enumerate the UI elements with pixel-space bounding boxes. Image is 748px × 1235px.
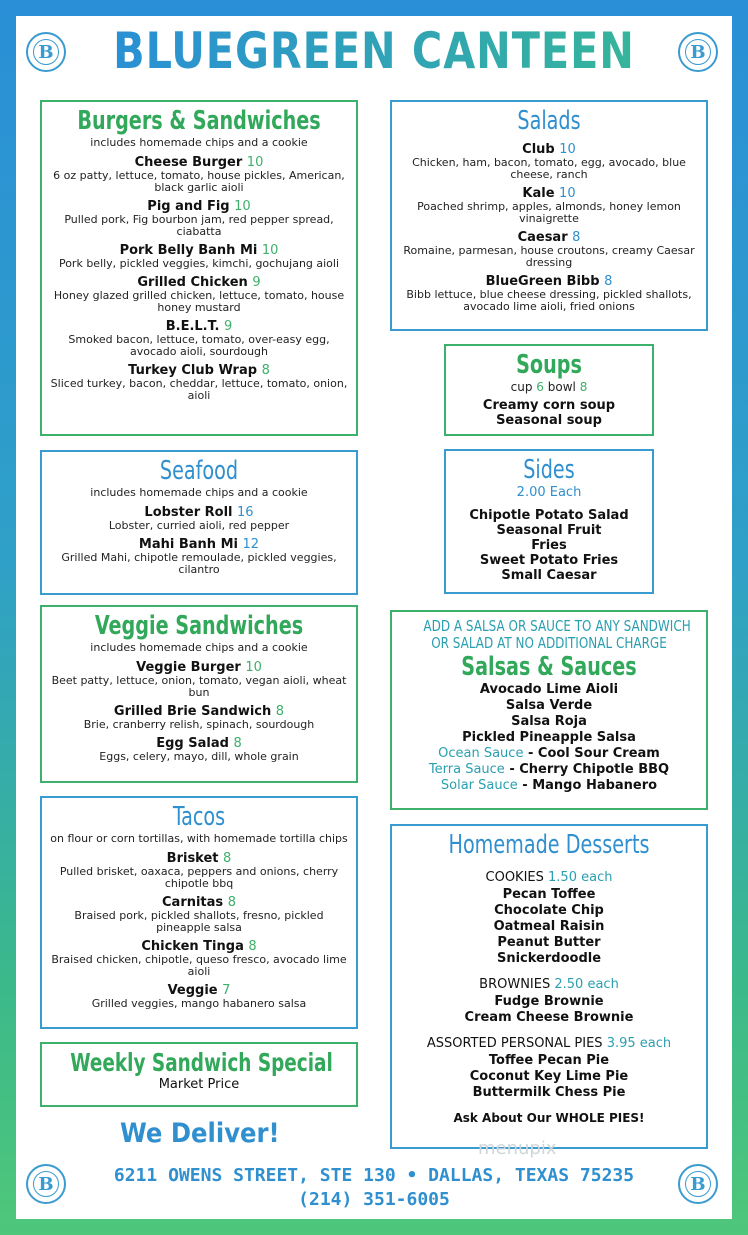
whole-pies-note: Ask About Our WHOLE PIES! — [453, 1111, 645, 1125]
item-price: 10 — [559, 142, 576, 157]
item-desc: Lobster, curried aioli, red pepper — [108, 519, 290, 532]
side-item: Sweet Potato Fries — [479, 553, 619, 568]
promo-line: ADD A SALSA OR SAUCE TO ANY SANDWICH — [423, 617, 691, 635]
salsas-section — [390, 610, 708, 810]
item-name: Kale — [522, 186, 555, 201]
deliver-text: We Deliver! — [120, 1118, 280, 1149]
section-note: includes homemade chips and a cookie — [90, 486, 308, 499]
group-label: ASSORTED PERSONAL PIES — [426, 1036, 603, 1051]
menu-item — [42, 275, 356, 314]
item-price: 12 — [242, 537, 260, 552]
menu-item — [392, 230, 706, 269]
logo-icon: B — [678, 32, 718, 72]
item-name: Lobster Roll — [144, 505, 233, 520]
desserts-section — [390, 824, 708, 1149]
section-heading: Salads — [517, 106, 581, 136]
item-desc: Bibb lettuce, blue cheese dressing, pickled shallots, avocado lime aioli, fried onions — [406, 288, 692, 313]
item-desc: Sliced turkey, bacon, cheddar, lettuce, tomato, onion, aioli — [50, 377, 348, 402]
sides-section — [444, 449, 654, 594]
item-name: Turkey Club Wrap — [128, 363, 258, 378]
item-price: 8 — [604, 274, 613, 289]
logo-icon: B — [26, 32, 66, 72]
side-item: Small Caesar — [501, 568, 597, 583]
burgers-section — [40, 100, 358, 436]
item-price: 8 — [223, 851, 232, 866]
dessert-item: Oatmeal Raisin — [493, 919, 605, 934]
dessert-group-title — [392, 977, 706, 992]
menu-item — [42, 199, 356, 238]
menu-item — [42, 939, 356, 978]
sauce-item: Salsa Verde — [505, 698, 593, 713]
group-label: COOKIES — [485, 870, 544, 885]
dessert-group-title — [392, 1036, 706, 1051]
side-item: Seasonal Fruit — [496, 523, 602, 538]
group-price: 2.50 each — [554, 977, 619, 992]
promo-line: OR SALAD AT NO ADDITIONAL CHARGE — [431, 634, 667, 652]
item-name: Veggie — [167, 983, 218, 998]
item-price: 10 — [234, 199, 251, 214]
dessert-item: Buttermilk Chess Pie — [472, 1085, 626, 1100]
item-price: 10 — [245, 660, 262, 675]
side-item: Fries — [531, 538, 567, 553]
section-heading: Homemade Desserts — [448, 830, 650, 860]
menu-item — [42, 895, 356, 934]
item-desc: Braised pork, pickled shallots, fresno, pickled pineapple salsa — [74, 909, 324, 934]
sauce-item: Salsa Roja — [511, 714, 587, 729]
item-price: 10 — [246, 155, 264, 170]
item-desc: Eggs, celery, mayo, dill, whole grain — [99, 750, 299, 763]
group-label: BROWNIES — [479, 977, 551, 992]
menu-item — [42, 505, 356, 532]
menu-item — [42, 243, 356, 270]
sauce-name: Terra Sauce — [428, 762, 505, 777]
weekly-special-section — [40, 1042, 358, 1107]
item-desc: Romaine, parmesan, house croutons, creamy Caesar dressing — [403, 244, 695, 269]
item-desc: Poached shrimp, apples, almonds, honey lemon vinaigrette — [417, 200, 681, 225]
menu-item — [42, 736, 356, 763]
dessert-item: Cream Cheese Brownie — [464, 1010, 634, 1025]
item-desc: Pulled brisket, oaxaca, peppers and onions, cherry chipotle bbq — [59, 865, 339, 890]
menu-item — [42, 537, 356, 576]
phone-number[interactable]: (214) 351-6005 — [298, 1189, 450, 1210]
page-title: BLUEGREEN CANTEEN — [104, 22, 645, 80]
group-price: 1.50 each — [548, 870, 613, 885]
item-price: 10 — [261, 243, 279, 258]
item-desc: 6 oz patty, lettuce, tomato, house pickles, American, black garlic aioli — [53, 169, 345, 194]
item-desc: Chicken, ham, bacon, tomato, egg, avocado, blue cheese, ranch — [412, 156, 686, 181]
item-name: Egg Salad — [156, 736, 229, 751]
soup-prices — [446, 380, 652, 394]
soups-section — [444, 344, 654, 436]
item-desc: Grilled Mahi, chipotle remoulade, pickled veggies, cilantro — [61, 551, 337, 576]
section-heading: Veggie Sandwiches — [94, 611, 304, 641]
section-heading: Sides — [523, 455, 575, 485]
dessert-item: Chocolate Chip — [494, 903, 604, 918]
salads-section — [390, 100, 708, 331]
item-name: Pig and Fig — [147, 199, 230, 214]
item-name: Grilled Chicken — [137, 275, 248, 290]
dessert-item: Pecan Toffee — [502, 887, 596, 902]
item-price: 8 — [572, 230, 581, 245]
soup-item: Seasonal soup — [496, 413, 602, 428]
sauce-name: Ocean Sauce — [438, 746, 524, 761]
menu-item — [392, 274, 706, 313]
sauce-desc: - Cherry Chipotle BBQ — [504, 762, 670, 777]
dessert-item: Coconut Key Lime Pie — [469, 1069, 629, 1084]
menu-item — [392, 142, 706, 181]
section-heading: Soups — [516, 350, 582, 380]
section-heading: Tacos — [172, 802, 226, 832]
bowl-label: bowl — [547, 380, 576, 394]
item-name: Grilled Brie Sandwich — [113, 704, 272, 719]
bowl-price: 8 — [579, 380, 588, 394]
item-desc: Pork belly, pickled veggies, kimchi, gochujang aioli — [58, 257, 340, 270]
special-price: Market Price — [158, 1077, 240, 1092]
item-desc: Pulled pork, Fig bourbon jam, red pepper spread, ciabatta — [64, 213, 334, 238]
item-price: 9 — [252, 275, 261, 290]
item-desc: Smoked bacon, lettuce, tomato, over-easy egg, avocado aioli, sourdough — [68, 333, 330, 358]
section-heading: Weekly Sandwich Special — [70, 1048, 333, 1077]
address: 6211 OWENS STREET, STE 130 • DALLAS, TEXAS 75235 — [113, 1165, 635, 1186]
section-note: includes homemade chips and a cookie — [90, 136, 308, 149]
item-desc: Honey glazed grilled chicken, lettuce, tomato, house honey mustard — [53, 289, 345, 314]
item-desc: Beet patty, lettuce, onion, tomato, vegan aioli, wheat bun — [51, 674, 347, 699]
item-name: Club — [522, 142, 555, 157]
group-price: 3.95 each — [606, 1036, 672, 1051]
section-note: on flour or corn tortillas, with homemade tortilla chips — [50, 832, 348, 845]
item-price: 8 — [275, 704, 285, 719]
item-price: 8 — [248, 939, 257, 954]
item-name: Brisket — [166, 851, 219, 866]
section-note: includes homemade chips and a cookie — [90, 641, 308, 654]
sauce-desc: - Cool Sour Cream — [523, 746, 660, 761]
item-name: BlueGreen Bibb — [485, 274, 600, 289]
sauce-item: Avocado Lime Aioli — [479, 682, 619, 697]
menu-item — [42, 363, 356, 402]
dessert-item: Toffee Pecan Pie — [488, 1053, 610, 1068]
item-name: Chicken Tinga — [141, 939, 244, 954]
item-name: Caesar — [517, 230, 568, 245]
watermark: menupix — [478, 1138, 557, 1159]
dessert-item: Fudge Brownie — [494, 994, 604, 1009]
item-price: 8 — [261, 363, 270, 378]
sides-price: 2.00 Each — [516, 485, 582, 500]
seafood-section — [40, 450, 358, 595]
special-sauce — [392, 778, 706, 794]
menu-item — [42, 660, 356, 699]
menu-item — [42, 851, 356, 890]
sauce-name: Solar Sauce — [440, 778, 518, 793]
item-price: 7 — [222, 983, 231, 998]
veggie-section — [40, 605, 358, 783]
special-sauce — [392, 746, 706, 762]
menu-item — [42, 155, 356, 194]
cup-price: 6 — [536, 380, 544, 394]
special-sauce — [392, 762, 706, 778]
dessert-item: Peanut Butter — [497, 935, 601, 950]
section-heading: Burgers & Sandwiches — [77, 106, 321, 136]
sauce-desc: - Mango Habanero — [517, 778, 658, 793]
menu-item — [42, 704, 356, 731]
item-name: Veggie Burger — [136, 660, 241, 675]
item-price: 8 — [233, 736, 242, 751]
dessert-group-title — [392, 870, 706, 885]
menu-item — [392, 186, 706, 225]
item-name: Mahi Banh Mi — [138, 537, 238, 552]
logo-icon: B — [26, 1164, 66, 1204]
soup-item: Creamy corn soup — [482, 398, 616, 413]
item-price: 16 — [237, 505, 254, 520]
item-price: 9 — [223, 319, 233, 334]
menu-item — [42, 983, 356, 1010]
menu-item — [42, 319, 356, 358]
item-name: Carnitas — [162, 895, 224, 910]
item-desc: Brie, cranberry relish, spinach, sourdough — [83, 718, 315, 731]
item-name: B.E.L.T. — [165, 319, 220, 334]
item-name: Pork Belly Banh Mi — [119, 243, 258, 258]
item-desc: Grilled veggies, mango habanero salsa — [91, 997, 307, 1010]
section-heading: Salsas & Sauces — [461, 652, 637, 682]
item-name: Cheese Burger — [134, 155, 243, 170]
item-desc: Braised chicken, chipotle, queso fresco, avocado lime aioli — [51, 953, 347, 978]
section-heading: Seafood — [159, 456, 239, 486]
tacos-section — [40, 796, 358, 1029]
logo-icon: B — [678, 1164, 718, 1204]
cup-label: cup — [510, 380, 533, 394]
dessert-item: Snickerdoodle — [496, 951, 602, 966]
side-item: Chipotle Potato Salad — [469, 508, 629, 523]
sauce-item: Pickled Pineapple Salsa — [462, 730, 636, 745]
item-price: 8 — [227, 895, 236, 910]
item-price: 10 — [559, 186, 576, 201]
